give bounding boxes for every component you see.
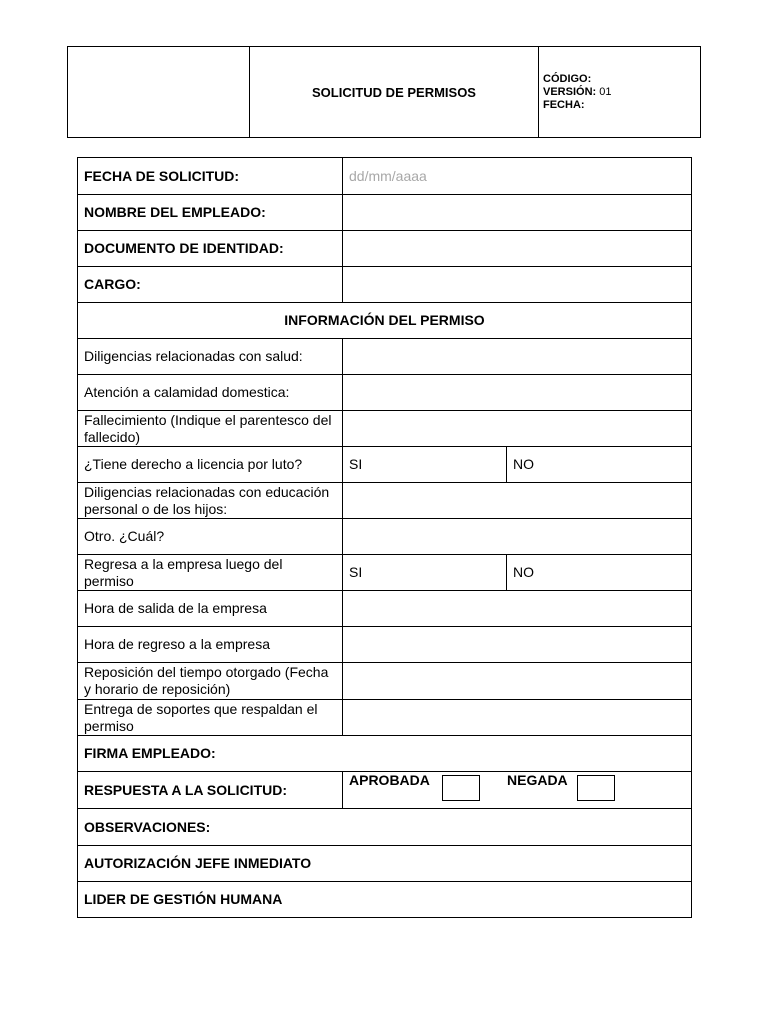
luto-label: ¿Tiene derecho a licencia por luto? (78, 447, 343, 483)
luto-si-option[interactable]: SI (343, 447, 507, 483)
document-meta (539, 47, 701, 138)
fecha-solicitud-cell (343, 158, 692, 195)
reposicion-input[interactable] (349, 673, 685, 689)
logo-placeholder (68, 47, 250, 138)
hora-salida-label: Hora de salida de la empresa (78, 591, 343, 627)
row-fallecimiento (78, 411, 692, 447)
row-nombre-empleado (78, 195, 692, 231)
hora-regreso-input[interactable] (349, 636, 685, 652)
aprobada-label: APROBADA (349, 772, 430, 788)
row-salud (78, 339, 692, 375)
aprobada-checkbox[interactable] (442, 775, 480, 801)
negada-label: NEGADA (507, 772, 568, 788)
version-label: VERSIÓN: (543, 85, 597, 98)
fecha-solicitud-input[interactable] (349, 168, 685, 184)
salud-input[interactable] (349, 348, 685, 364)
salud-label: Diligencias relacionadas con salud: (78, 339, 343, 375)
nombre-empleado-input[interactable] (349, 204, 685, 220)
fecha-label: FECHA: (543, 98, 585, 111)
respuesta-label: RESPUESTA A LA SOLICITUD: (78, 772, 343, 809)
fallecimiento-label: Fallecimiento (Indique el parentesco del fallecido) (78, 411, 343, 447)
cargo-label: CARGO: (78, 267, 343, 303)
document-title: SOLICITUD DE PERMISOS (250, 47, 539, 138)
regresa-no-option[interactable]: NO (507, 555, 692, 591)
calamidad-input[interactable] (349, 384, 685, 400)
row-calamidad (78, 375, 692, 411)
row-reposicion (78, 663, 692, 700)
row-hora-salida (78, 591, 692, 627)
regresa-label: Regresa a la empresa luego del permiso (78, 555, 343, 591)
luto-no-option[interactable]: NO (507, 447, 692, 483)
documento-identidad-input[interactable] (349, 240, 685, 256)
otro-label: Otro. ¿Cuál? (78, 519, 343, 555)
row-luto (78, 447, 692, 483)
document-header (67, 46, 701, 138)
fallecimiento-input[interactable] (349, 420, 685, 436)
row-lider (78, 882, 692, 918)
row-hora-regreso (78, 627, 692, 663)
row-autorizacion (78, 846, 692, 882)
hora-salida-input[interactable] (349, 600, 685, 616)
row-observaciones (78, 809, 692, 846)
hora-regreso-label: Hora de regreso a la empresa (78, 627, 343, 663)
educacion-input[interactable] (349, 492, 685, 508)
cargo-input[interactable] (349, 276, 685, 292)
nombre-empleado-label: NOMBRE DEL EMPLEADO: (78, 195, 343, 231)
row-section-title (78, 303, 692, 339)
row-cargo (78, 267, 692, 303)
row-fecha-solicitud (78, 158, 692, 195)
negada-checkbox[interactable] (577, 775, 615, 801)
firma-empleado-label: FIRMA EMPLEADO: (78, 736, 692, 772)
reposicion-label: Reposición del tiempo otorgado (Fecha y horario de reposición) (78, 663, 343, 700)
section-title: INFORMACIÓN DEL PERMISO (78, 303, 692, 339)
version-value: 01 (599, 85, 612, 98)
soportes-label: Entrega de soportes que respaldan el permiso (78, 700, 343, 736)
row-firma-empleado (78, 736, 692, 772)
row-respuesta (78, 772, 692, 809)
fecha-solicitud-label: FECHA DE SOLICITUD: (78, 158, 343, 195)
lider-label: LIDER DE GESTIÓN HUMANA (78, 882, 692, 918)
row-soportes (78, 700, 692, 736)
otro-input[interactable] (349, 528, 685, 544)
observaciones-label: OBSERVACIONES: (78, 809, 692, 846)
soportes-input[interactable] (349, 709, 685, 725)
documento-identidad-label: DOCUMENTO DE IDENTIDAD: (78, 231, 343, 267)
row-documento-identidad (78, 231, 692, 267)
codigo-label: CÓDIGO: (543, 72, 592, 85)
educacion-label: Diligencias relacionadas con educación personal o de los hijos: (78, 483, 343, 519)
respuesta-options (343, 772, 692, 809)
permission-form (77, 157, 692, 918)
calamidad-label: Atención a calamidad domestica: (78, 375, 343, 411)
row-otro (78, 519, 692, 555)
regresa-si-option[interactable]: SI (343, 555, 507, 591)
row-regresa (78, 555, 692, 591)
autorizacion-label: AUTORIZACIÓN JEFE INMEDIATO (78, 846, 692, 882)
row-educacion (78, 483, 692, 519)
